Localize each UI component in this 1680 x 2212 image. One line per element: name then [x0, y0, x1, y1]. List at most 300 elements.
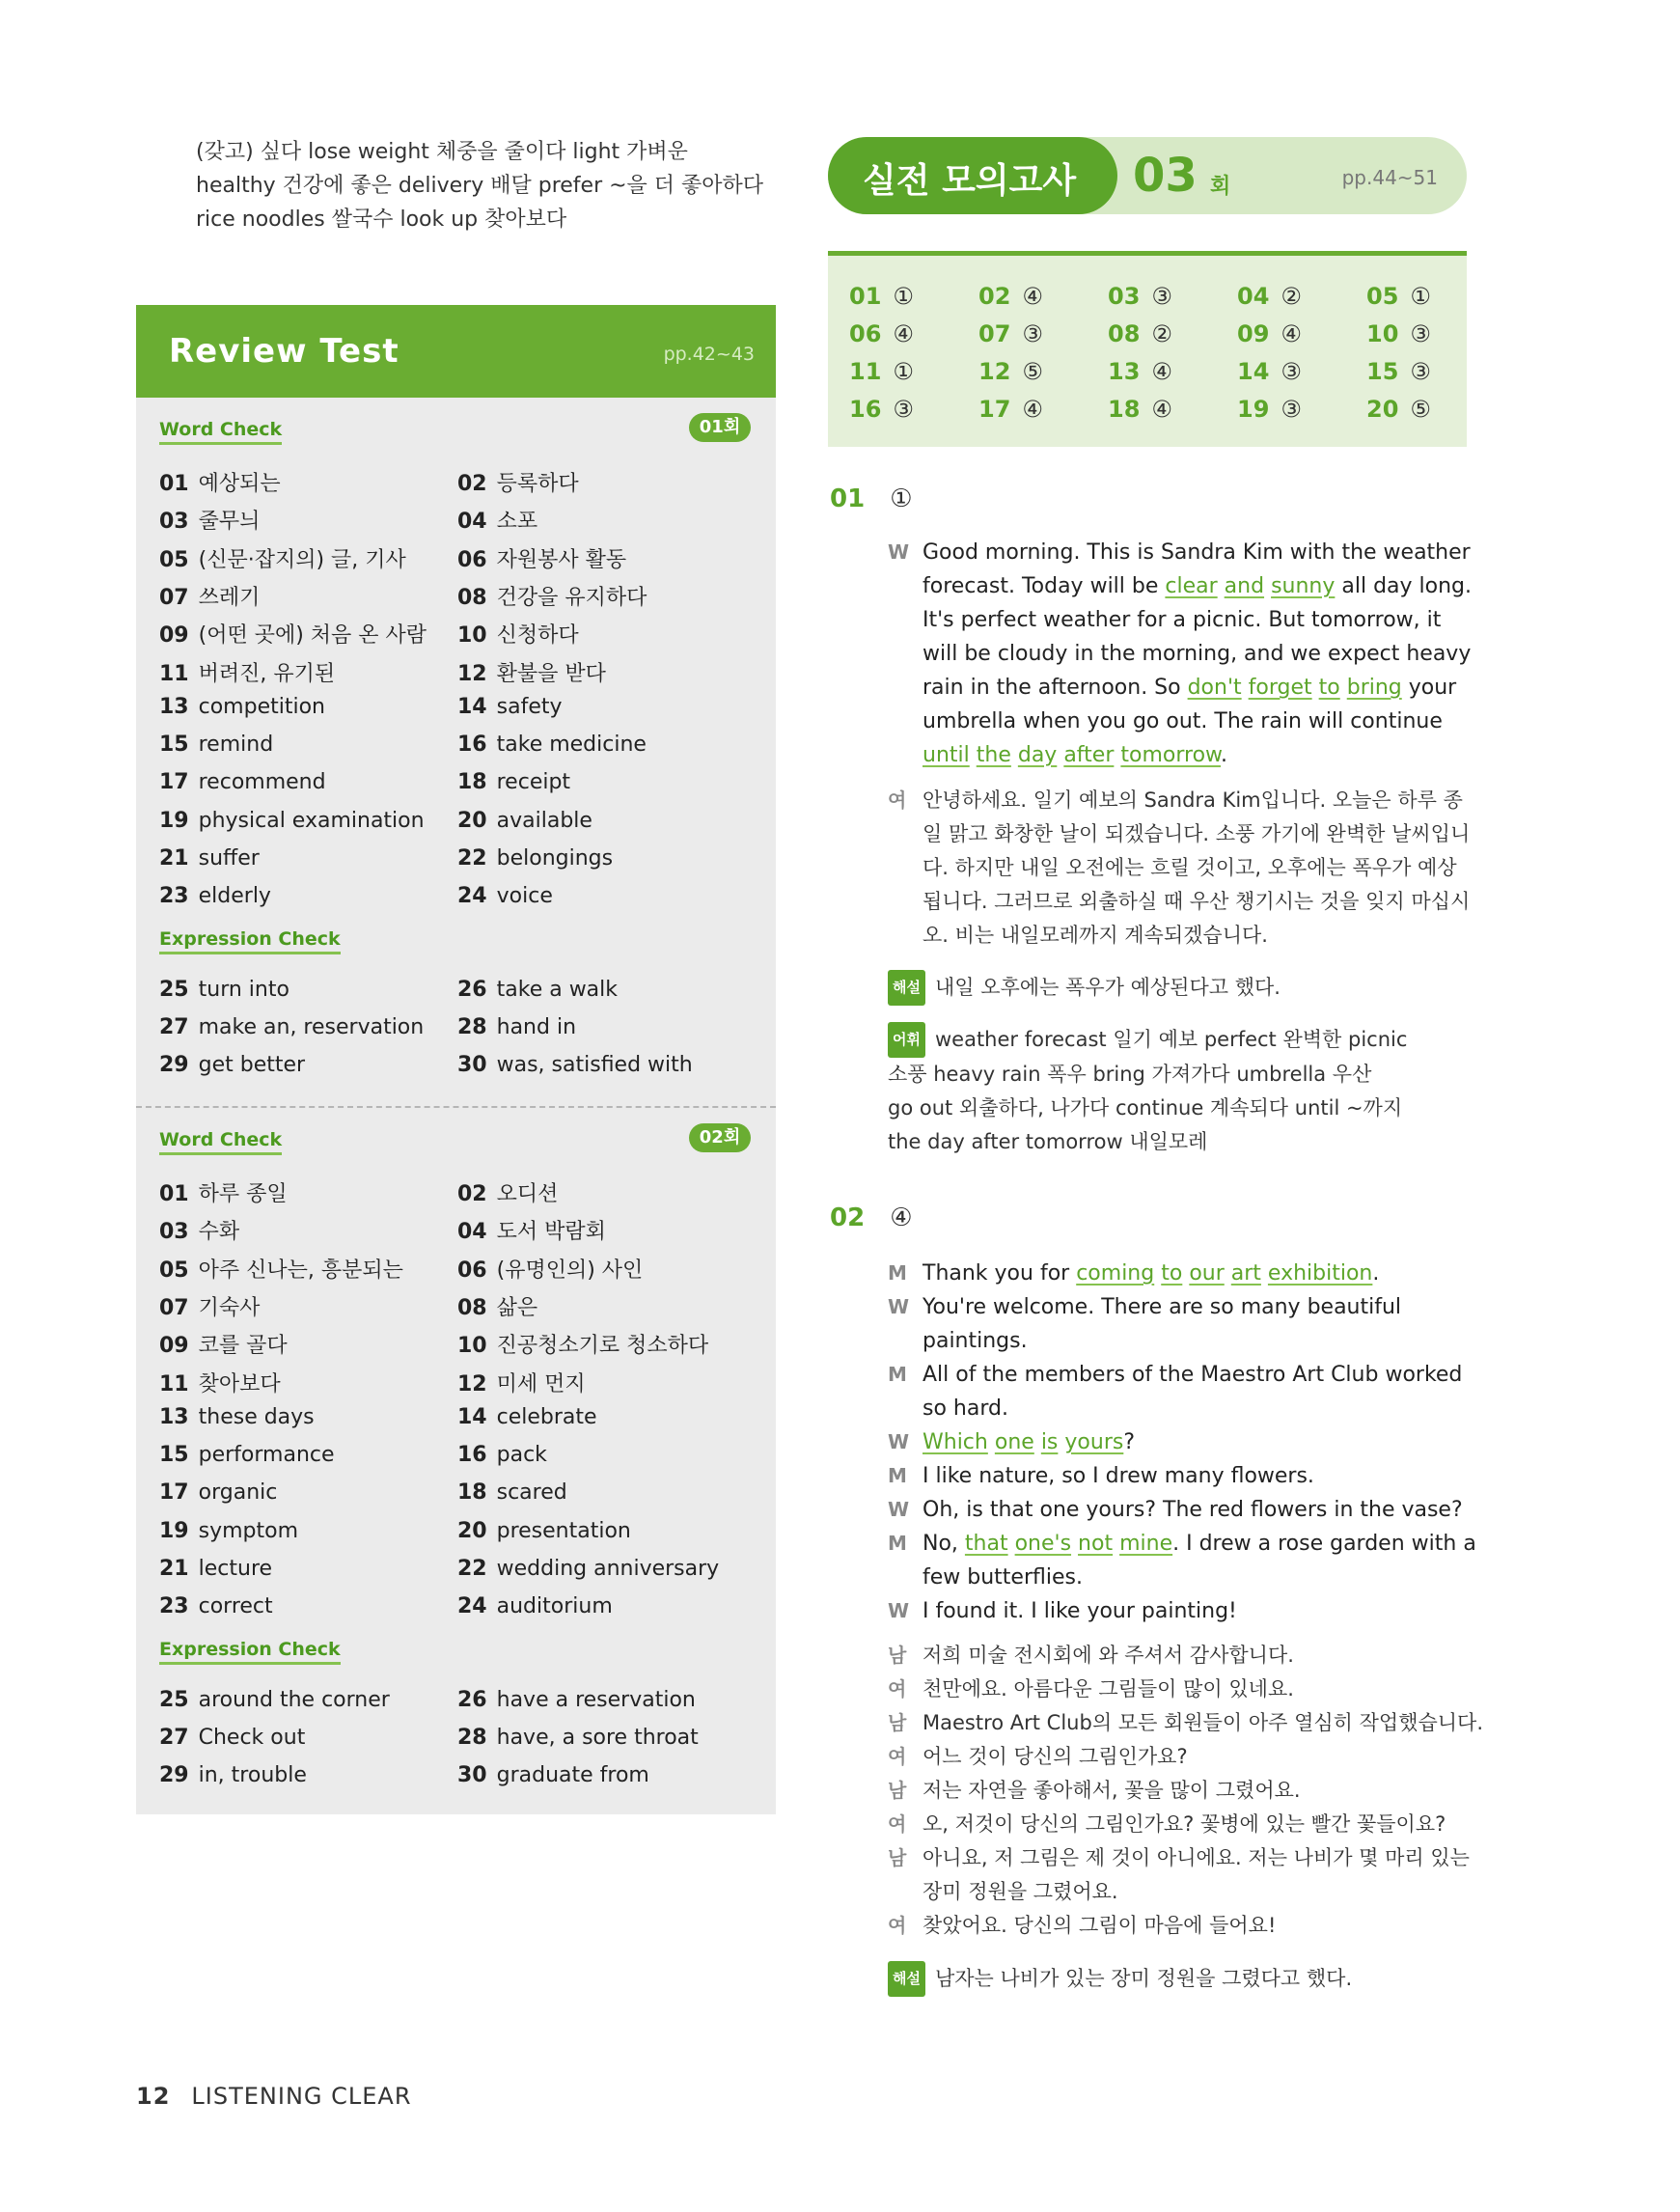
item-text: (유명인의) 사인	[496, 1258, 644, 1283]
item-text: 건강을 유지하다	[496, 585, 647, 610]
answer-key-item	[849, 358, 914, 385]
expression-check-label: Expression Check	[159, 1639, 341, 1665]
item-text: get better	[198, 1053, 306, 1077]
speaker-label: W	[888, 1498, 910, 1521]
explanation-tag: 해설	[888, 970, 925, 1006]
question-02-script	[888, 1257, 1486, 1633]
script-line: I found it. I like your painting!	[923, 1599, 1237, 1623]
word-check-item	[159, 1480, 277, 1505]
item-text: presentation	[496, 1518, 631, 1543]
item-number: 18	[457, 770, 487, 795]
script-line: few butterflies.	[923, 1565, 1083, 1590]
word-check-item	[159, 1215, 239, 1245]
item-text: 버려진, 유기된	[198, 661, 336, 686]
word-check-item	[457, 733, 647, 757]
item-number: 18	[457, 1480, 487, 1506]
expression-check-item	[457, 1763, 649, 1787]
answer-number: 08	[1108, 320, 1141, 347]
mock-test-header	[828, 137, 1467, 214]
item-number: 21	[159, 1557, 189, 1581]
answer-choice: ③	[1410, 358, 1431, 385]
word-check-item	[159, 1291, 260, 1321]
answer-choice: ③	[1151, 283, 1172, 310]
word-check-item	[159, 1443, 335, 1467]
speaker-label: 남	[888, 1711, 907, 1734]
set-badge: 01회	[689, 413, 751, 442]
item-text: Check out	[198, 1726, 306, 1750]
item-number: 12	[457, 661, 487, 686]
expression-check-item	[159, 978, 289, 1002]
item-number: 08	[457, 585, 487, 610]
script-line: Oh, is that one yours? The red flowers in the vase?	[923, 1498, 1463, 1522]
answer-key-item	[849, 320, 914, 347]
word-check-item	[457, 1254, 643, 1284]
answer-choice: ①	[893, 283, 914, 310]
answer-number: 12	[978, 358, 1011, 385]
item-number: 05	[159, 1258, 189, 1283]
item-text: auditorium	[496, 1594, 613, 1619]
speaker-label: 여	[888, 1745, 907, 1768]
answer-keyword: bring	[1346, 676, 1402, 700]
answer-choice: ④	[1151, 396, 1172, 423]
answer-keyword: the	[976, 743, 1011, 767]
word-check-item	[457, 1480, 567, 1505]
answer-choice: ③	[1410, 320, 1431, 347]
page-footer	[136, 2083, 412, 2110]
word-check-item	[457, 1557, 719, 1581]
answer-choice: ③	[1281, 396, 1302, 423]
word-check-item	[457, 1443, 547, 1467]
script-line: umbrella when you go out. The rain will continue	[923, 709, 1443, 733]
item-text: 소포	[496, 510, 538, 535]
word-check-item	[159, 1557, 272, 1581]
answer-keyword: don't	[1187, 676, 1242, 700]
translation-line: 됩니다. 그러므로 외출하실 때 우산 챙기시는 것을 잊지 마십시	[923, 890, 1471, 913]
translation-line: 안녕하세요. 일기 예보의 Sandra Kim입니다. 오늘은 하루 종	[923, 788, 1463, 812]
item-number: 12	[457, 1371, 487, 1396]
expression-check-item	[159, 1726, 305, 1750]
word-check-item	[159, 1254, 403, 1284]
answer-key-item	[1237, 396, 1302, 423]
item-number: 09	[159, 623, 189, 649]
word-check-item	[159, 1519, 298, 1543]
speaker-label: M	[888, 1532, 907, 1555]
word-check-item	[457, 1405, 597, 1429]
item-number: 11	[159, 661, 189, 686]
item-text: 하루 종일	[198, 1182, 288, 1206]
item-number: 28	[457, 1726, 487, 1750]
answer-choice: ②	[1151, 320, 1172, 347]
mock-test-title-pill	[828, 137, 1117, 214]
word-check-item	[457, 809, 592, 833]
word-check-item	[159, 1594, 273, 1618]
review-test-header	[136, 305, 776, 398]
question-number: 02	[830, 1203, 866, 1232]
mock-test-number: 03	[1133, 149, 1198, 203]
answer-keyword: after	[1063, 743, 1115, 767]
script-line: rain in the afternoon. So don't forget to bring your	[923, 676, 1457, 700]
item-text: hand in	[496, 1015, 577, 1039]
word-check-item	[457, 770, 570, 794]
script-line: paintings.	[923, 1329, 1028, 1353]
script-line: until the day after tomorrow.	[923, 743, 1228, 767]
script-line: Thank you for coming to our art exhibition.	[923, 1261, 1380, 1286]
word-check-item	[159, 809, 425, 833]
item-text: 미세 먼지	[496, 1371, 586, 1396]
mock-test-hoe: 회	[1210, 175, 1231, 199]
word-check-item	[159, 505, 260, 535]
word-check-item	[159, 846, 260, 871]
item-text: remind	[198, 733, 274, 758]
vocab-line: the day after tomorrow 내일모레	[888, 1130, 1208, 1153]
item-text: organic	[198, 1480, 278, 1506]
item-text: 도서 박람회	[496, 1220, 606, 1245]
answer-key-item	[1108, 396, 1172, 423]
explanation-tag: 해설	[888, 1961, 925, 1997]
item-text: wedding anniversary	[496, 1557, 720, 1581]
vocabulary-tag: 어휘	[888, 1022, 925, 1058]
item-number: 29	[159, 1053, 189, 1077]
item-text: 찾아보다	[198, 1371, 281, 1396]
word-check-item	[159, 543, 406, 573]
translation-line: 일 맑고 화창한 날이 되겠습니다. 소풍 가기에 완벽한 날씨입니	[923, 822, 1471, 845]
item-number: 17	[159, 770, 189, 795]
speaker-label: 남	[888, 1779, 907, 1802]
item-number: 13	[159, 1404, 189, 1429]
word-check-item	[457, 1329, 708, 1359]
item-number: 17	[159, 1480, 189, 1506]
vocab-line: 소풍 heavy rain 폭우 bring 가져가다 umbrella 우산	[888, 1063, 1372, 1086]
answer-number: 16	[849, 396, 882, 423]
answer-choice: ⑤	[1410, 396, 1431, 423]
answer-number: 18	[1108, 396, 1141, 423]
review-test-pages: pp.42~43	[663, 344, 755, 365]
answer-key-item	[1237, 320, 1302, 347]
answer-keyword: tomorrow	[1120, 743, 1222, 767]
item-number: 15	[159, 1443, 189, 1468]
item-text: 수화	[198, 1220, 240, 1245]
item-text: these days	[198, 1404, 315, 1429]
item-text: 기숙사	[198, 1295, 261, 1320]
word-check-item	[159, 1405, 315, 1429]
answer-keyword: that	[964, 1532, 1008, 1556]
word-check-label: Word Check	[159, 1129, 282, 1155]
speaker-label: 남	[888, 1846, 907, 1869]
item-number: 04	[457, 510, 487, 535]
answer-number: 07	[978, 320, 1011, 347]
answer-keyword: one	[994, 1430, 1034, 1454]
script-line: You're welcome. There are so many beautiful	[923, 1295, 1402, 1319]
mock-test-title: 실전 모의고사	[863, 161, 1077, 201]
answer-number: 05	[1366, 283, 1399, 310]
item-text: have a reservation	[496, 1688, 696, 1712]
speaker-label: 여	[888, 1677, 907, 1700]
item-number: 22	[457, 1557, 487, 1581]
word-check-item	[159, 467, 281, 497]
answer-key-item	[1366, 320, 1431, 347]
word-check-item	[457, 543, 626, 573]
item-number: 07	[159, 1295, 189, 1320]
word-check-item	[159, 695, 325, 719]
item-text: (신문·잡지의) 글, 기사	[198, 547, 406, 572]
item-text: graduate from	[496, 1763, 649, 1787]
word-check-item	[457, 884, 553, 908]
explanation-text: 내일 오후에는 폭우가 예상된다고 했다.	[934, 976, 1281, 999]
item-number: 20	[457, 1518, 487, 1543]
answer-choice: ③	[1281, 358, 1302, 385]
answer-key-item	[1237, 283, 1302, 310]
word-check-item	[457, 1215, 606, 1245]
item-text: suffer	[198, 846, 260, 871]
item-text: voice	[496, 884, 553, 909]
item-number: 19	[159, 1518, 189, 1543]
question-02-heading	[830, 1203, 913, 1232]
item-number: 09	[159, 1334, 189, 1359]
answer-number: 06	[849, 320, 882, 347]
speaker-label: W	[888, 1295, 910, 1318]
answer-key-item	[978, 320, 1043, 347]
answer-key-item	[1366, 396, 1431, 423]
speaker-label: 여	[888, 1812, 907, 1836]
script-line: Which one is yours?	[923, 1430, 1136, 1454]
speaker-label: 여	[888, 1914, 907, 1937]
answer-key-item	[1237, 358, 1302, 385]
translation-line: 오, 저것이 당신의 그림인가요? 꽃병에 있는 빨간 꽃들이요?	[923, 1812, 1446, 1836]
item-text: 등록하다	[496, 472, 579, 496]
script-line: I like nature, so I drew many flowers.	[923, 1464, 1314, 1488]
item-number: 13	[159, 694, 189, 719]
item-text: take a walk	[496, 978, 619, 1002]
question-answer: ④	[890, 1203, 913, 1232]
item-text: safety	[496, 694, 563, 719]
item-text: 신청하다	[496, 623, 579, 649]
item-text: receipt	[496, 770, 571, 795]
item-number: 16	[457, 1443, 487, 1468]
item-number: 02	[457, 472, 487, 496]
answer-key-item	[1366, 283, 1431, 310]
item-number: 03	[159, 510, 189, 535]
item-number: 25	[159, 1688, 189, 1712]
word-check-label: Word Check	[159, 419, 282, 445]
speaker-label: M	[888, 1261, 907, 1285]
answer-number: 15	[1366, 358, 1399, 385]
word-check-item	[159, 1368, 281, 1397]
speaker-label: W	[888, 1430, 910, 1453]
speaker-label: 남	[888, 1644, 907, 1667]
script-line: All of the members of the Maestro Art Club worked	[923, 1363, 1463, 1387]
item-text: available	[496, 808, 592, 833]
translation-line: Maestro Art Club의 모든 회원들이 아주 열심히 작업했습니다.	[923, 1711, 1484, 1734]
answer-choice: ③	[1022, 320, 1043, 347]
word-check-item	[159, 1329, 288, 1359]
speaker-label: W	[888, 540, 910, 564]
question-02-explanation	[888, 1961, 1486, 1997]
answer-keyword: to	[1318, 676, 1340, 700]
word-check-item	[457, 1594, 613, 1618]
word-check-item	[457, 1519, 631, 1543]
answer-number: 14	[1237, 358, 1270, 385]
item-text: 환불을 받다	[496, 661, 606, 686]
item-number: 15	[159, 733, 189, 758]
answer-number: 02	[978, 283, 1011, 310]
item-text: turn into	[198, 978, 289, 1002]
question-01-script	[888, 536, 1476, 777]
script-line: so hard.	[923, 1396, 1008, 1421]
item-number: 10	[457, 623, 487, 649]
item-number: 27	[159, 1726, 189, 1750]
expression-check-item	[457, 1726, 699, 1750]
question-02-korean	[888, 1639, 1486, 1948]
answer-number: 04	[1237, 283, 1270, 310]
vocab-line: go out 외출하다, 나가다 continue 계속되다 until ~까지	[888, 1096, 1403, 1120]
speaker-label: W	[888, 1599, 910, 1622]
item-number: 25	[159, 978, 189, 1002]
item-text: celebrate	[496, 1404, 597, 1429]
word-check-item	[457, 1291, 537, 1321]
carryover-vocabulary	[196, 135, 794, 236]
item-text: recommend	[198, 770, 326, 795]
word-check-item	[159, 884, 271, 908]
translation-line: 아니요, 저 그림은 제 것이 아니에요. 저는 나비가 몇 마리 있는	[923, 1846, 1470, 1869]
speaker-label: M	[888, 1363, 907, 1386]
item-text: 오디션	[496, 1182, 559, 1206]
answer-key-item	[1108, 283, 1172, 310]
item-text: physical examination	[198, 808, 425, 833]
item-number: 07	[159, 585, 189, 610]
mock-test-pages: pp.44~51	[1341, 166, 1438, 189]
item-text: 쓰레기	[198, 585, 261, 610]
item-number: 10	[457, 1334, 487, 1359]
word-check-item	[159, 1177, 288, 1207]
item-number: 01	[159, 472, 189, 496]
item-text: 코를 골다	[198, 1334, 288, 1359]
answer-number: 19	[1237, 396, 1270, 423]
review-test-title: Review Test	[169, 332, 399, 371]
page-number: 12	[136, 2083, 171, 2110]
set-badge: 02회	[689, 1123, 751, 1152]
answer-key-item	[978, 283, 1043, 310]
script-line: forecast. Today will be clear and sunny all day long.	[923, 574, 1472, 598]
expression-check-item	[159, 1015, 424, 1039]
word-check-item	[159, 770, 326, 794]
question-01-vocabulary	[888, 1022, 1486, 1159]
answer-choice: ③	[893, 396, 914, 423]
answer-number: 09	[1237, 320, 1270, 347]
answer-keyword: day	[1017, 743, 1058, 767]
item-number: 24	[457, 884, 487, 909]
vocab-line: rice noodles 쌀국수 look up 찾아보다	[196, 207, 567, 232]
expression-check-item	[159, 1053, 305, 1077]
item-text: elderly	[198, 884, 271, 909]
item-number: 02	[457, 1182, 487, 1206]
item-number: 05	[159, 547, 189, 572]
answer-key-item	[1108, 358, 1172, 385]
word-check-item	[159, 733, 273, 757]
answer-keyword: exhibition	[1267, 1261, 1373, 1286]
expression-check-item	[457, 978, 618, 1002]
question-01-heading	[830, 484, 913, 513]
item-number: 03	[159, 1220, 189, 1245]
item-text: performance	[198, 1443, 335, 1468]
question-01-explanation	[888, 970, 1486, 1006]
translation-line: 저희 미술 전시회에 와 주셔서 감사합니다.	[923, 1644, 1294, 1667]
word-check-item	[457, 1177, 558, 1207]
answer-keyword: Which	[923, 1430, 988, 1454]
answer-keyword: sunny	[1271, 574, 1336, 598]
item-text: scared	[496, 1480, 567, 1506]
answer-choice: ⑤	[1022, 358, 1043, 385]
speaker-label: 여	[888, 788, 907, 812]
review-test-panel	[136, 305, 776, 1814]
answer-number: 03	[1108, 283, 1141, 310]
question-number: 01	[830, 484, 866, 513]
answer-number: 13	[1108, 358, 1141, 385]
translation-line: 오. 비는 내일모레까지 계속되겠습니다.	[923, 924, 1268, 947]
item-number: 26	[457, 978, 487, 1002]
answer-keyword: forget	[1248, 676, 1312, 700]
answer-number: 11	[849, 358, 882, 385]
book-title: LISTENING CLEAR	[191, 2083, 412, 2110]
expression-check-item	[457, 1688, 696, 1712]
word-check-item	[159, 581, 260, 611]
item-number: 28	[457, 1015, 487, 1039]
item-text: 예상되는	[198, 472, 281, 496]
translation-line: 천만에요. 아름다운 그림들이 많이 있네요.	[923, 1677, 1294, 1700]
item-text: 진공청소기로 청소하다	[496, 1334, 709, 1359]
answer-key-box	[828, 251, 1467, 447]
expression-check-label: Expression Check	[159, 928, 341, 954]
item-number: 06	[457, 1258, 487, 1283]
word-check-item	[159, 657, 335, 687]
answer-choice: ①	[1410, 283, 1431, 310]
answer-key-item	[978, 396, 1043, 423]
answer-keyword: our	[1189, 1261, 1225, 1286]
answer-keyword: and	[1224, 574, 1265, 598]
item-text: belongings	[496, 846, 614, 871]
answer-choice: ④	[1151, 358, 1172, 385]
item-number: 16	[457, 733, 487, 758]
item-text: pack	[496, 1443, 547, 1468]
item-number: 23	[159, 1594, 189, 1619]
item-number: 14	[457, 1404, 487, 1429]
item-number: 24	[457, 1594, 487, 1619]
answer-number: 20	[1366, 396, 1399, 423]
section-divider	[136, 1106, 776, 1108]
item-text: have, a sore throat	[496, 1726, 699, 1750]
item-text: take medicine	[496, 733, 647, 758]
answer-choice: ①	[893, 358, 914, 385]
answer-number: 01	[849, 283, 882, 310]
item-text: 삶은	[496, 1295, 538, 1320]
question-answer: ①	[890, 484, 913, 513]
answer-keyword: clear	[1165, 574, 1218, 598]
expression-check-item	[159, 1688, 390, 1712]
item-text: (어떤 곳에) 처음 온 사람	[198, 623, 427, 649]
item-text: around the corner	[198, 1688, 390, 1712]
script-line: will be cloudy in the morning, and we expect heavy	[923, 642, 1472, 666]
item-number: 22	[457, 846, 487, 871]
word-check-item	[457, 695, 563, 719]
answer-key-item	[1108, 320, 1172, 347]
item-number: 29	[159, 1763, 189, 1787]
speaker-label: M	[888, 1464, 907, 1487]
item-number: 19	[159, 808, 189, 833]
item-number: 30	[457, 1053, 487, 1077]
item-text: 자원봉사 활동	[496, 547, 627, 572]
question-01-korean	[888, 784, 1476, 957]
answer-key-item	[978, 358, 1043, 385]
item-text: 줄무늬	[198, 510, 261, 535]
